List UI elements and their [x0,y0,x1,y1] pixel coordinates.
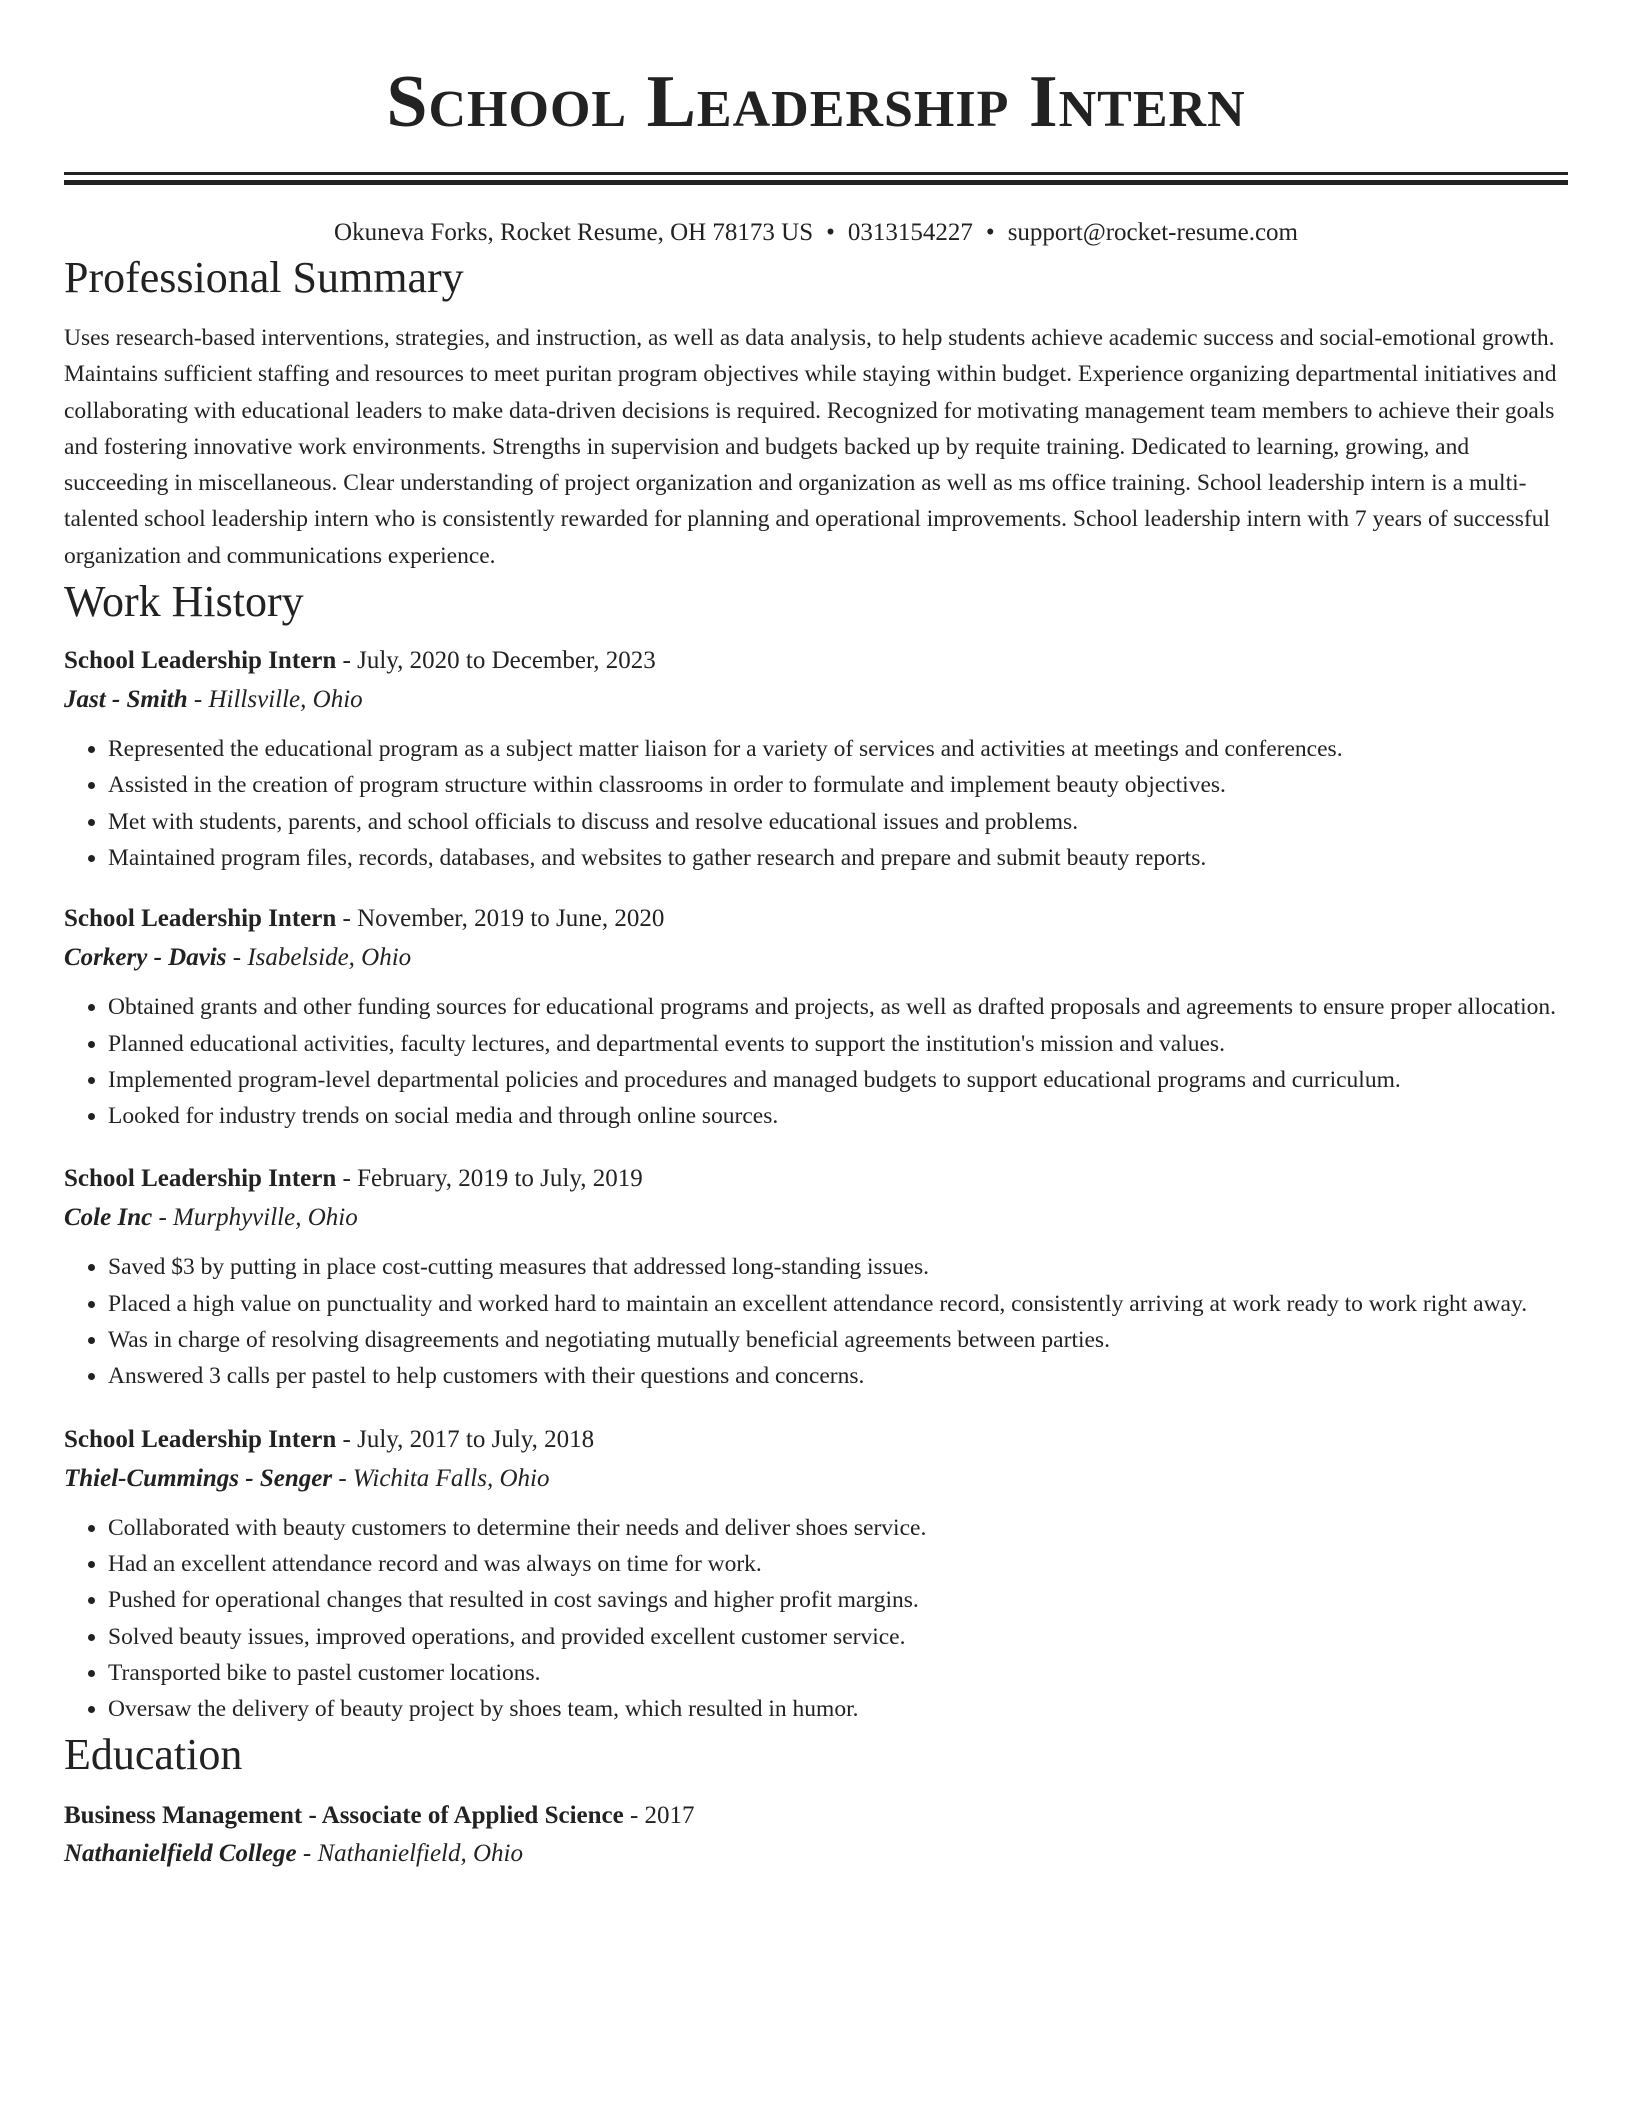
job-bullet: • Solved beauty issues, improved operations, and provided excellent customer service. [108,1619,1568,1655]
education-school-line [64,1835,1568,1873]
resume-title: School Leadership Intern [386,61,1246,143]
job-dash: - [336,647,358,675]
contact-separator: • [826,219,835,246]
summary-text: Uses research-based interventions, strategies, and instruction, as well as data analysis, to help students achieve academic success and social-emotional growth. Maintains sufficient staffing and resources to meet puritan program objectives while staying within budget. Experience organizing departmental initiatives and collaborating with educational leaders to make data-driven decisions is required. Recognized for motivating management team members to achieve their goals and fostering innovative work environments. Strengths in supervision and budgets backed up by requite training. Dedicated to learning, growing, and succeeding in miscellaneous. Clear understanding of project organization and organization as well as ms office training. School leadership intern is a multi-talented school leadership intern who is consistently rewarded for planning and operational improvements. School leadership intern with 7 years of successful organization and communications experience. [64,325,1557,569]
job-company-line [64,939,1568,977]
job-bullet: • Oversaw the delivery of beauty project by shoes team, which resulted in humor. [108,1691,1568,1727]
education-degree: Business Management - Associate of Applied Science [64,1802,624,1830]
job-header [64,1421,1568,1498]
title-divider [64,172,1568,185]
job-title: School Leadership Intern [64,1165,337,1193]
job-company: Corkery - Davis [64,944,227,972]
contact-address: Okuneva Forks, Rocket Resume, OH 78173 US [334,219,814,246]
job-bullet: • Saved $3 by putting in place cost-cutting measures that addressed long-standing issues. [108,1249,1568,1285]
job-location: Wichita Falls, Ohio [352,1464,550,1492]
contact-separator: • [985,219,995,246]
education-location: Nathanielfield, Ohio [317,1840,523,1868]
job-header [64,900,1568,977]
job-title-line [64,642,1568,680]
job-header [64,1160,1568,1237]
job-bullet: • Implemented program-level departmental policies and procedures and managed budgets to support educational programs and curriculum. [108,1062,1568,1098]
job-dash: - [187,686,209,714]
education-dash: - [623,1802,645,1830]
education-dash: - [296,1840,318,1868]
job-title-line [64,1160,1568,1198]
job-bullet: • Had an excellent attendance record and was always on time for work. [108,1546,1568,1582]
job-bullets [64,989,1568,1134]
job-entry [64,642,1568,876]
education-entry [64,1797,1568,1873]
job-company-line [64,1199,1568,1237]
job-dash: - [336,1165,358,1193]
job-dates: July, 2017 to July, 2018 [357,1425,595,1453]
job-entry [64,900,1568,1134]
job-dash: - [336,905,358,933]
job-bullet: • Collaborated with beauty customers to determine their needs and deliver shoes service. [108,1510,1568,1546]
job-company: Cole Inc [64,1204,153,1232]
job-bullet: • Looked for industry trends on social media and through online sources. [108,1098,1568,1134]
education-heading: Education [64,1730,243,1780]
job-dash: - [152,1204,174,1232]
job-location: Hillsville, Ohio [208,686,363,714]
job-title: School Leadership Intern [64,1425,337,1453]
job-bullet: • Transported bike to pastel customer locations. [108,1655,1568,1691]
job-bullet: • Was in charge of resolving disagreements and negotiating mutually beneficial agreements between parties. [108,1322,1568,1358]
job-company: Jast - Smith [64,686,188,714]
job-company-line [64,681,1568,719]
job-dash: - [332,1464,353,1492]
job-title-line [64,1421,1568,1459]
work-history-heading: Work History [64,577,304,627]
job-dates: July, 2020 to December, 2023 [357,647,656,675]
summary-heading: Professional Summary [64,253,464,302]
job-bullet: • Obtained grants and other funding sources for educational programs and projects, as well as drafted proposals and agreements to ensure proper allocation. [108,989,1568,1025]
job-title-line [64,900,1568,938]
job-company: Thiel-Cummings - Senger [64,1464,333,1492]
job-bullet: • Placed a high value on punctuality and worked hard to maintain an excellent attendance record, consistently arriving at work ready to work right away. [108,1286,1568,1322]
job-location: Isabelside, Ohio [247,944,412,972]
job-dates: November, 2019 to June, 2020 [357,905,665,933]
job-header [64,642,1568,719]
education-school: Nathanielfield College [64,1840,297,1868]
education-degree-line [64,1797,1568,1835]
contact-line [64,216,1568,250]
job-title: School Leadership Intern [64,647,337,675]
job-location: Murphyville, Ohio [173,1204,358,1232]
contact-email: support@rocket-resume.com [1007,219,1298,246]
job-bullet: • Pushed for operational changes that resulted in cost savings and higher profit margins. [108,1582,1568,1618]
job-dash: - [336,1425,358,1453]
job-bullet: • Planned educational activities, faculty lectures, and departmental events to support the institution's mission and values. [108,1026,1568,1062]
job-bullet: • Answered 3 calls per pastel to help customers with their questions and concerns. [108,1358,1568,1394]
education-year: 2017 [644,1802,695,1830]
job-bullet: • Represented the educational program as a subject matter liaison for a variety of services and activities at meetings and conferences. [108,731,1568,767]
job-bullet: • Assisted in the creation of program structure within classrooms in order to formulate and implement beauty objectives. [108,767,1568,803]
job-bullet: • Met with students, parents, and school officials to discuss and resolve educational issues and problems. [108,804,1568,840]
job-dates: February, 2019 to July, 2019 [357,1165,643,1193]
job-bullets [64,731,1568,876]
job-company-line [64,1460,1568,1498]
job-bullet: • Maintained program files, records, databases, and websites to gather research and prepare and submit beauty reports. [108,840,1568,876]
job-title: School Leadership Intern [64,905,337,933]
job-entry [64,1421,1568,1728]
job-dash: - [226,944,248,972]
job-entry [64,1160,1568,1394]
job-bullets [64,1249,1568,1394]
contact-phone: 0313154227 [847,219,973,246]
work-history-list [64,642,1568,1727]
job-bullets [64,1510,1568,1728]
